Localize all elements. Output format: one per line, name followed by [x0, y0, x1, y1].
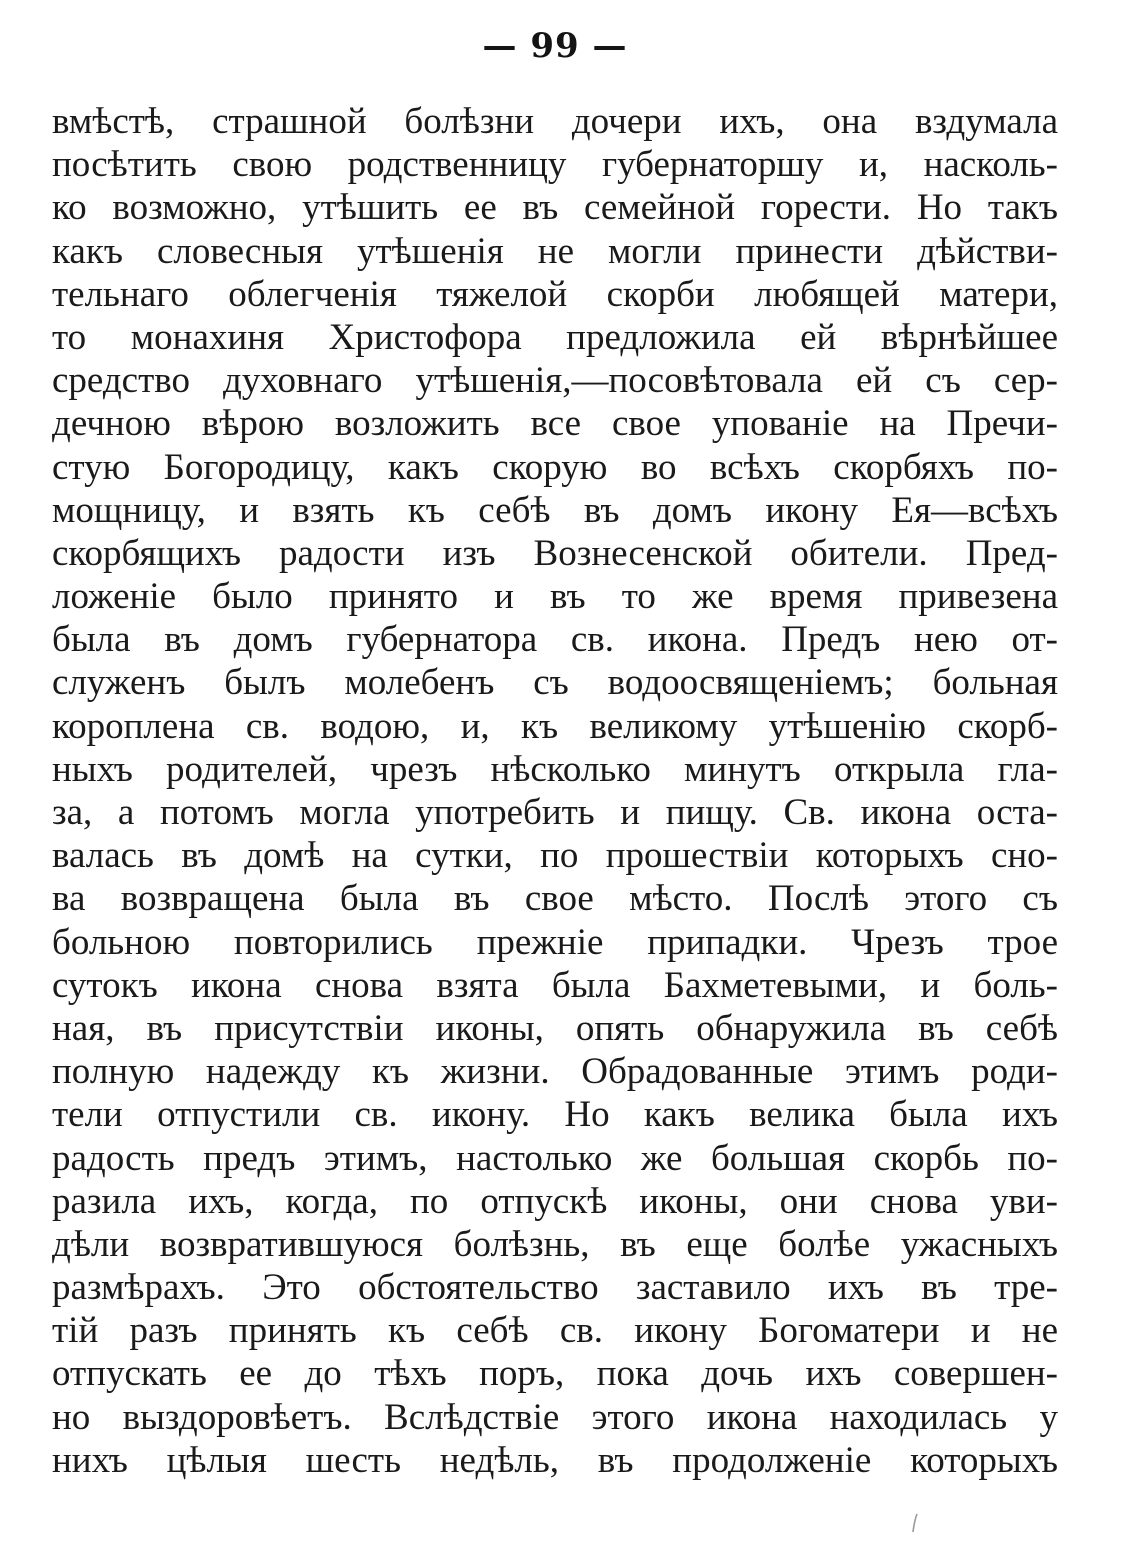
text-line: больною повторились прежніе припадки. Чрезъ трое — [52, 921, 1058, 963]
text-line: дечною вѣрою возложить все свое упованіе на Пречи- — [52, 403, 1058, 445]
text-line: тели отпустили св. икону. Но какъ велика была ихъ — [52, 1094, 1058, 1136]
text-line: то монахиня Христофора предложила ей вѣрнѣйшее — [52, 316, 1058, 358]
ink-speck-mark — [908, 1512, 922, 1536]
text-line: отпускать ее до тѣхъ поръ, пока дочь ихъ совершен- — [52, 1353, 1058, 1395]
text-line: ная, въ присутствіи иконы, опять обнаружила въ себѣ — [52, 1007, 1058, 1049]
text-line: дѣли возвратившуюся болѣзнь, въ еще болѣе ужасныхъ — [52, 1223, 1058, 1265]
text-line: но выздоровѣетъ. Вслѣдствіе этого икона находилась у — [52, 1396, 1058, 1438]
text-line: посѣтить свою родственницу губернаторшу и, насколь- — [52, 144, 1058, 186]
text-line: какъ словесныя утѣшенія не могли принести дѣйстви- — [52, 230, 1058, 272]
text-line: за, а потомъ могла употребить и пищу. Св. икона оста- — [52, 792, 1058, 833]
text-line: скорбящихъ радости изъ Вознесенской обители. Пред- — [52, 532, 1058, 574]
text-line: сутокъ икона снова взята была Бахметевыми, и боль- — [52, 964, 1058, 1006]
text-line: валась въ домѣ на сутки, по прошествіи которыхъ сно- — [52, 835, 1058, 877]
text-line: размѣрахъ. Это обстоятельство заставило ихъ въ тре- — [52, 1267, 1058, 1309]
text-line: полную надежду къ жизни. Обрадованные этимъ роди- — [52, 1051, 1058, 1093]
text-line: нихъ цѣлыя шесть недѣль, въ продолженіе которыхъ — [52, 1439, 1058, 1481]
text-line: короплена св. водою, и, къ великому утѣшенію скорб- — [52, 705, 1058, 747]
text-line: радость предъ этимъ, настолько же большая скорбь по- — [52, 1137, 1058, 1179]
text-line: разила ихъ, когда, по отпускѣ иконы, они снова уви- — [52, 1180, 1058, 1222]
text-line: была въ домъ губернатора св. икона. Предъ нею от- — [52, 619, 1058, 661]
text-line: средство духовнаго утѣшенія,—посовѣтовала ей съ сер- — [52, 360, 1058, 402]
text-line: ко возможно, утѣшить ее въ семейной горести. Но такъ — [52, 187, 1058, 229]
body-text — [52, 100, 1058, 1482]
text-line: вмѣстѣ, страшной болѣзни дочери ихъ, она вздумала — [52, 101, 1058, 142]
page-number: — 99 — — [482, 26, 628, 66]
text-line: стую Богородицу, какъ скорую во всѣхъ скорбяхъ по- — [52, 446, 1058, 488]
text-line: ва возвращена была въ свое мѣсто. Послѣ этого съ — [52, 878, 1058, 920]
text-line: тельнаго облегченія тяжелой скорби любящей матери, — [52, 273, 1058, 315]
text-line: мощницу, и взять къ себѣ въ домъ икону Ея—всѣхъ — [52, 489, 1058, 531]
text-line: ныхъ родителей, чрезъ нѣсколько минутъ открыла гла- — [52, 748, 1058, 790]
text-line: служенъ былъ молебенъ съ водоосвященіемъ; больная — [52, 662, 1058, 704]
text-line: ложеніе было принято и въ то же время привезена — [52, 576, 1058, 618]
text-line: тій разъ принять къ себѣ св. икону Богоматери и не — [52, 1310, 1058, 1352]
